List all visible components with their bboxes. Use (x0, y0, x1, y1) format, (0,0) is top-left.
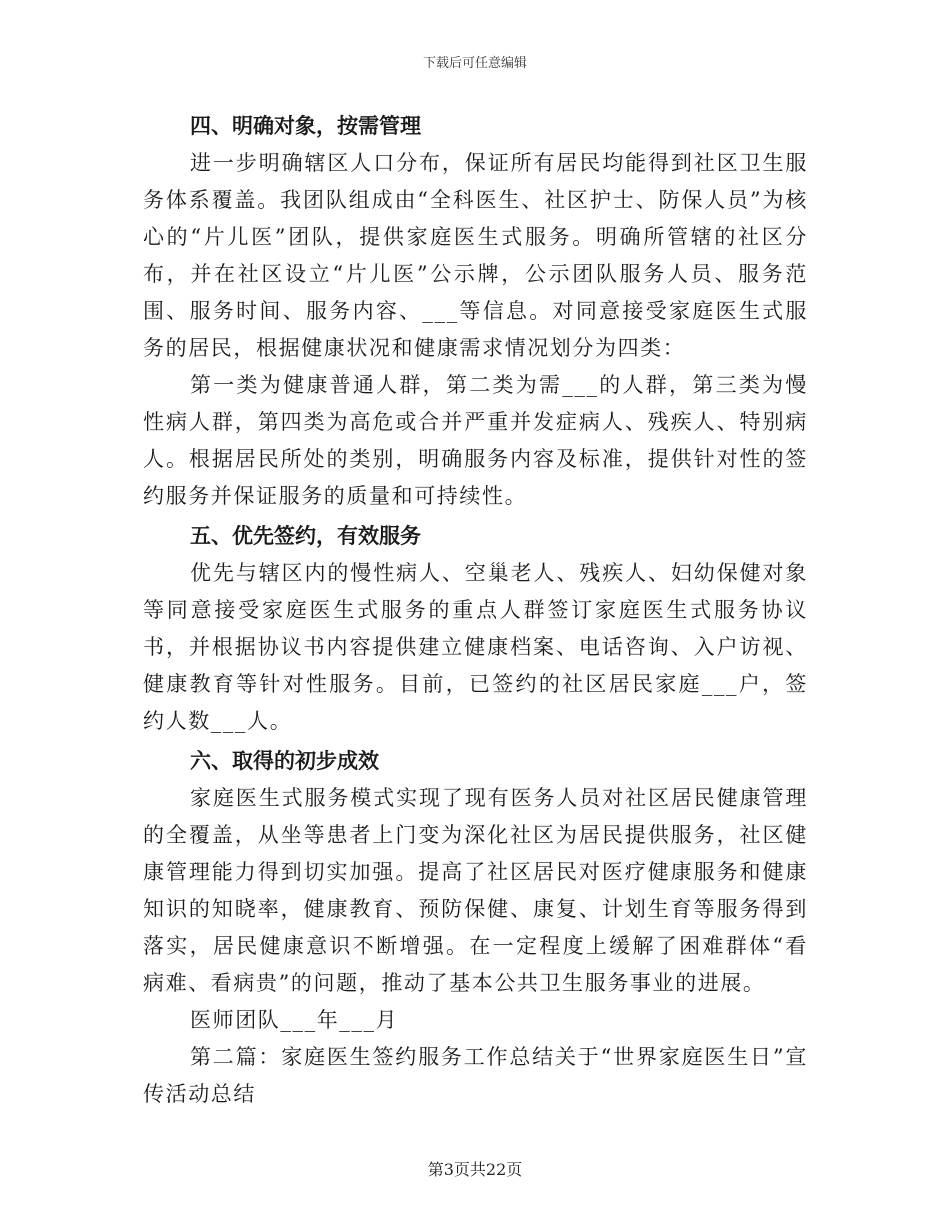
document-body (143, 108, 808, 1113)
paragraph: 第一类为健康普通人群，第二类为需___的人群，第三类为慢性病人群，第四类为高危或合并严重并发症病人、残疾人、特别病人。根据居民所处的类别，明确服务内容及标准，提供针对性的签约服务并保证服务的质量和可持续性。 (143, 373, 808, 508)
page-header: 下载后可任意编辑 (422, 56, 527, 71)
section-heading-6: 六、取得的初步成效 (190, 749, 379, 773)
paragraph: 家庭医生式服务模式实现了现有医务人员对社区居民健康管理的全覆盖，从坐等患者上门变为深化社区为居民提供服务，社区健康管理能力得到切实加强。提高了社区居民对医疗健康服务和健康知识的知晓率，健康教育、预防保健、康复、计划生育等服务得到落实，居民健康意识不断增强。在一定程度上缓解了困难群体“看病难、看病贵”的问题，推动了基本公共卫生服务事业的进展。 (143, 786, 808, 995)
paragraph: 优先与辖区内的慢性病人、空巢老人、残疾人、妇幼保健对象等同意接受家庭医生式服务的重点人群签订家庭医生式服务协议书，并根据协议书内容提供建立健康档案、电话咨询、入户访视、健康教育等针对性服务。目前，已签约的社区居民家庭___户，签约人数___人。 (143, 561, 808, 733)
paragraph: 进一步明确辖区人口分布，保证所有居民均能得到社区卫生服务体系覆盖。我团队组成由“全科医生、社区护士、防保人员”为核心的“片儿医”团队，提供家庭医生式服务。明确所管辖的社区分布，并在社区设立“片儿医”公示牌，公示团队服务人员、服务范围、服务时间、服务内容、___等信息。对同意接受家庭医生式服务的居民，根据健康状况和健康需求情况划分为四类： (143, 151, 808, 360)
page-number: 第3页共22页 (427, 1160, 523, 1179)
section-heading-5: 五、优先签约，有效服务 (190, 524, 421, 548)
next-article-title: 第二篇：家庭医生签约服务工作总结关于“世界家庭医生日”宣传活动总结 (143, 1045, 808, 1106)
signature-line: 医师团队___年___月 (190, 1008, 399, 1032)
section-heading-4: 四、明确对象，按需管理 (190, 114, 421, 138)
